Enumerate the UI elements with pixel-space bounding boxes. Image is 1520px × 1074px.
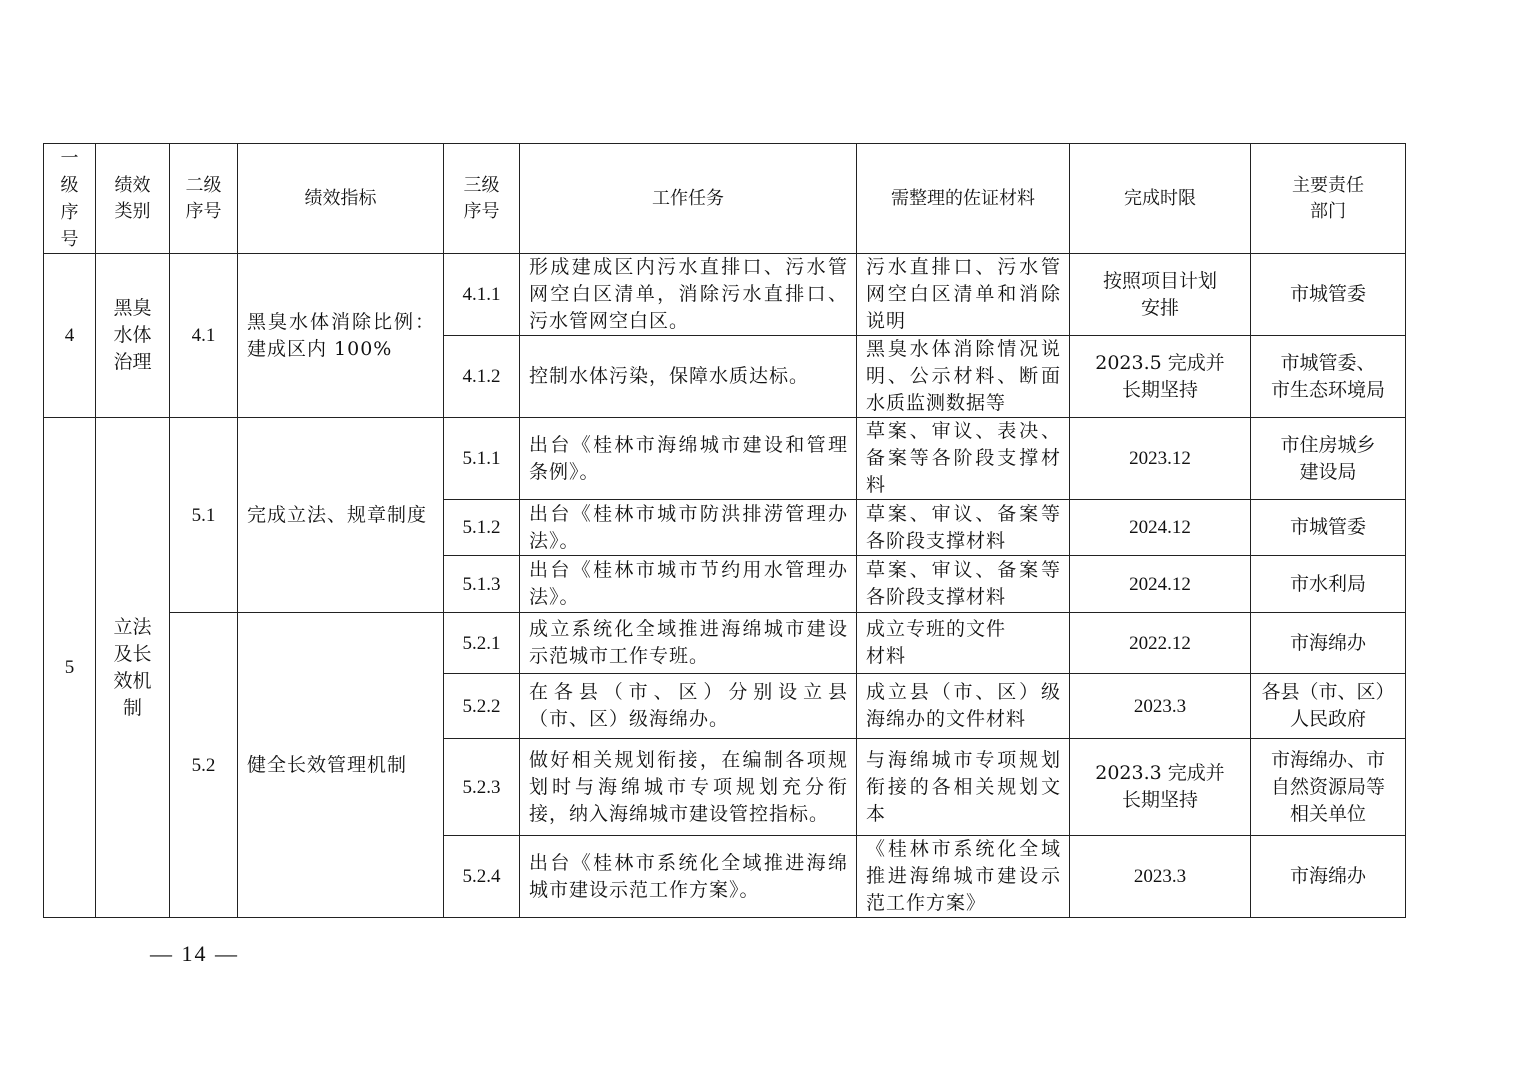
dept: 各县（市、区） 人民政府 <box>1251 674 1406 739</box>
evidence: 《桂林市系统化全域推进海绵城市建设示范工作方案》 <box>857 836 1070 918</box>
task: 出台《桂林市城市节约用水管理办法》。 <box>520 556 857 613</box>
level3-no: 5.2.4 <box>444 836 520 918</box>
level2-no: 5.1 <box>170 418 238 613</box>
page-number: — 14 — <box>150 941 239 966</box>
evidence: 草案、审议、表决、备案等各阶段支撑材料 <box>857 418 1070 500</box>
header-deadline: 完成时限 <box>1070 144 1251 254</box>
level3-no: 5.1.3 <box>444 556 520 613</box>
category: 立法及长效机制 <box>96 418 170 918</box>
header-level2-no: 二级序号 <box>170 144 238 254</box>
evidence: 污水直排口、污水管网空白区清单和消除说明 <box>857 254 1070 336</box>
task: 成立系统化全域推进海绵城市建设示范城市工作专班。 <box>520 613 857 674</box>
dept: 市城管委、 市生态环境局 <box>1251 336 1406 418</box>
evidence: 草案、审议、备案等各阶段支撑材料 <box>857 500 1070 556</box>
evidence: 成立专班的文件 材料 <box>857 613 1070 674</box>
table-header-row <box>44 144 1406 254</box>
task: 做好相关规划衔接，在编制各项规划时与海绵城市专项规划充分衔接，纳入海绵城市建设管控指标。 <box>520 739 857 836</box>
performance-table <box>43 143 1406 918</box>
header-evidence: 需整理的佐证材料 <box>857 144 1070 254</box>
dept: 市城管委 <box>1251 254 1406 336</box>
evidence: 黑臭水体消除情况说明、公示材料、断面水质监测数据等 <box>857 336 1070 418</box>
dept: 市海绵办 <box>1251 836 1406 918</box>
dept: 市水利局 <box>1251 556 1406 613</box>
task: 出台《桂林市系统化全域推进海绵城市建设示范工作方案》。 <box>520 836 857 918</box>
deadline: 2024.12 <box>1070 500 1251 556</box>
deadline: 2023.5 完成并长期坚持 <box>1070 336 1251 418</box>
dept: 市海绵办 <box>1251 613 1406 674</box>
task: 出台《桂林市城市防洪排涝管理办法》。 <box>520 500 857 556</box>
header-category: 绩效类别 <box>96 144 170 254</box>
header-level1-no: 一级序号 <box>44 144 96 254</box>
category: 黑臭水体治理 <box>96 254 170 418</box>
evidence: 成立县（市、区）级海绵办的文件材料 <box>857 674 1070 739</box>
dept: 市城管委 <box>1251 500 1406 556</box>
level2-no: 4.1 <box>170 254 238 418</box>
indicator: 完成立法、规章制度 <box>238 418 444 613</box>
task: 出台《桂林市海绵城市建设和管理条例》。 <box>520 418 857 500</box>
task: 控制水体污染，保障水质达标。 <box>520 336 857 418</box>
level3-no: 4.1.1 <box>444 254 520 336</box>
deadline: 2023.3 完成并长期坚持 <box>1070 739 1251 836</box>
deadline: 2023.12 <box>1070 418 1251 500</box>
level3-no: 5.2.1 <box>444 613 520 674</box>
table-row <box>44 418 1406 500</box>
header-level3-no: 三级序号 <box>444 144 520 254</box>
header-dept: 主要责任部门 <box>1251 144 1406 254</box>
deadline: 2023.3 <box>1070 674 1251 739</box>
level3-no: 5.2.3 <box>444 739 520 836</box>
level3-no: 5.2.2 <box>444 674 520 739</box>
level2-no: 5.2 <box>170 613 238 918</box>
level3-no: 5.1.1 <box>444 418 520 500</box>
dept: 市海绵办、市自然资源局等相关单位 <box>1251 739 1406 836</box>
indicator: 健全长效管理机制 <box>238 613 444 918</box>
deadline: 2024.12 <box>1070 556 1251 613</box>
evidence: 草案、审议、备案等各阶段支撑材料 <box>857 556 1070 613</box>
table-row <box>44 254 1406 336</box>
level1-no: 5 <box>44 418 96 918</box>
evidence: 与海绵城市专项规划衔接的各相关规划文本 <box>857 739 1070 836</box>
deadline: 按照项目计划安排 <box>1070 254 1251 336</box>
dept: 市住房城乡建设局 <box>1251 418 1406 500</box>
task: 在各县（市、区）分别设立县（市、区）级海绵办。 <box>520 674 857 739</box>
level3-no: 5.1.2 <box>444 500 520 556</box>
level3-no: 4.1.2 <box>444 336 520 418</box>
deadline: 2023.3 <box>1070 836 1251 918</box>
deadline: 2022.12 <box>1070 613 1251 674</box>
header-indicator: 绩效指标 <box>238 144 444 254</box>
table-row <box>44 613 1406 674</box>
header-task: 工作任务 <box>520 144 857 254</box>
level1-no: 4 <box>44 254 96 418</box>
task: 形成建成区内污水直排口、污水管网空白区清单，消除污水直排口、污水管网空白区。 <box>520 254 857 336</box>
indicator: 黑臭水体消除比例：建成区内 100% <box>238 254 444 418</box>
